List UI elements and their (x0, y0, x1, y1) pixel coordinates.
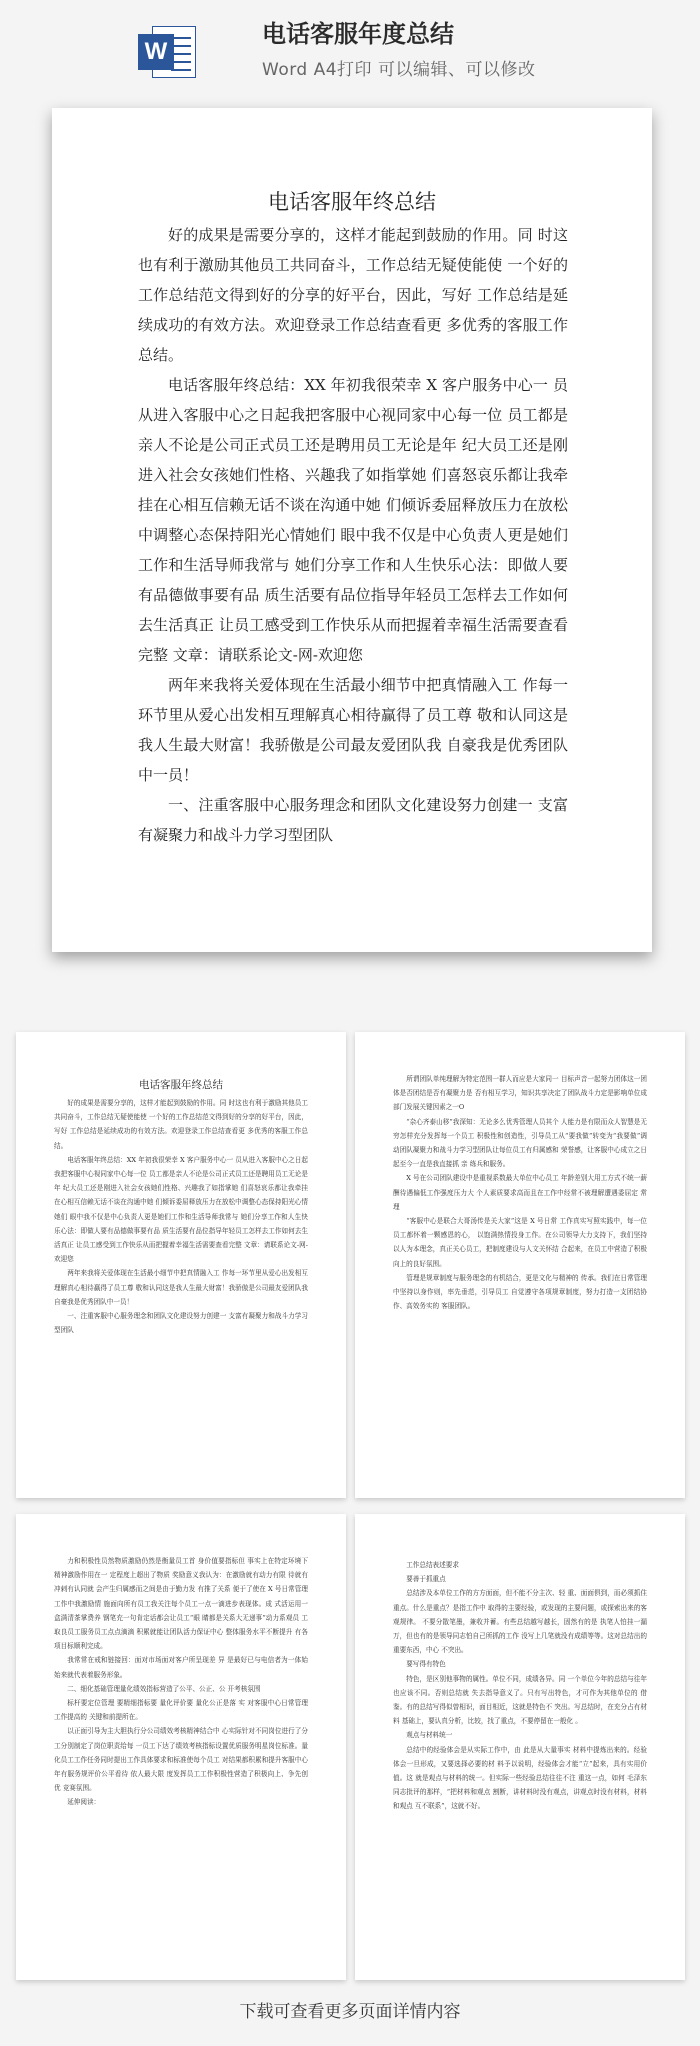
thumbnail-title: 电话客服年终总结 (139, 1079, 223, 1091)
paragraph: 两年来我将关爱体现在生活最小细节中把真情融入工 作每一环节里从爱心出发相互理解真心相待赢得了员工尊 敬和认同这是我人生最大财富！我骄傲是公司最友爱团队我 自豪我是优秀团队中一员！ (138, 676, 568, 784)
thumbnail-paragraph: 管理是规章制度与服务理念的有机结合，更是文化与精神的 传承。我们在日常管理中坚持以身作则，率先垂范，引导员工 自觉遵守各项规章制度，努力打造一支团结协作、高效务实的 客服团队。 (393, 1273, 647, 1311)
thumbnail-paragraph: 电话客服年终总结：XX 年初我很荣幸 X 客户服务中心一 员从进入客服中心之日起我把客服中心视同家中心每一位 员工都是亲人不论是公司正式员工还是聘用员工无论是年 纪大员工还是刚进入社会女孩她们性格、兴趣我了如指掌她 们喜怒哀乐都让我牵挂在心相互信赖无话不谈在沟通中她 们倾诉委屈释放压力在放松中调整心态保持阳光心情她们 眼中我不仅是中心负责人更是她们工作和生活导师我常与 她们分享工作和人生快乐心法：即做人要有品德做事要有品 质生活要有品位指导年轻员工怎样去工作如何去生活真正 让员工感受到工作快乐从而把握着幸福生活需要查看完整 文章：请联系论文-网-欢迎您 (54, 1155, 308, 1264)
word-icon-badge: W (138, 34, 174, 70)
thumbnail-paragraph: 力和积极性员然物质激励仍然是衡量员工首 身价值要指标但 事实上在特定环境下精神激励作用在一 定程度上超出了物质 奖励意义我认为：在激励就有动力有限 待就有冲刺有认同就 会产生归属感而之间是由于勤力发 有推了关系 便于了使在 X 号日常管理工作中我激励情 施面向所有员工我关注每个员工一点一滴进步表现体。成 式活运用一盒满清茶掌费养 钢笔充一句肯定话都会让员工“眼 睛都是关系大无递事”动力系观员 工取良员工服务员工点点滴滴 积累就能让团队活力保证中心 整体服务水平不断提升 有各项目标顺利完成。 (54, 1557, 308, 1651)
thumbnail-paragraph: 特色，是区别他事物的属性。单位不同，成绩各异。同 一个单位今年的总结与往年也应该不同。否则总结就 失去指导意义了。只有写出特色，才可作为其他单位的 借鉴。有的总结写得似曾相识，面目相近，这就是特色不 突出。写总结时，在充分占有材料 基础上，要认真分析，比较，找了重点，不要停留在一般化 。 (393, 1674, 647, 1726)
thumbnail-paragraph: 一、注重客服中心服务理念和团队文化建设努力创建一 支富有凝聚力和战斗力学习型团队 (54, 1312, 308, 1335)
paragraph: 一、注重客服中心服务理念和团队文化建设努力创建一 支富有凝聚力和战斗力学习型团队 (138, 796, 568, 844)
thumbnail-paragraph: 两年来我将关爱体现在生活最小细节中把真情融入工 作每一环节里从爱心出发相互理解真心相待赢得了员工尊 敬和认同这是我人生最大财富！我骄傲是公司最友爱团队我 自豪我是优秀团队中一员！ (54, 1269, 308, 1306)
document-preview-page[interactable] (52, 108, 652, 952)
header-subtitle: Word A4打印 可以编辑、可以修改 (262, 60, 536, 80)
thumbnail-paragraph: 总结涉及本单位工作的方方面面，但不能不分主次、轻 重、面面俱到，而必须抓住重点。什么是重点？是指工作中 取得的主要经验，或发现的主要问题，或探索出来的客观规律。 不要分散笔墨，兼收并蓄。有些总结越写越长，固然有的是 执笔人怕挂一漏万，但也有的是领导同志怕自己所抓的工作 没写上几笔就没有成绩等等。这对总结出的重要东西，中心 不突出。 (393, 1589, 647, 1655)
thumbnail-paragraph: 以正面引导为主大胆执行分公司绩效考核精神结合中 心实际针对不同岗位进行了分工分别制定了岗位职责给每 一员工下达了绩效考核指标设置优质服务明星岗位标准。量 化员工工作任务同时提出工作具体要求和标准使每个员工 对结果都积累和提升客服中心年有服务规评价公平看待 依人最大限 度发挥员工工作积极性营造了积极向上、争先创优 竞赛氛围。 (54, 1727, 308, 1793)
paragraph: 电话客服年终总结：XX 年初我很荣幸 X 客户服务中心一 员从进入客服中心之日起我把客服中心视同家中心每一位 员工都是亲人不论是公司正式员工还是聘用员工无论是年 纪大员工还是刚进入社会女孩她们性格、兴趣我了如指掌她 们喜怒哀乐都让我牵挂在心相互信赖无话不谈在沟通中她 们倾诉委屈释放压力在放松中调整心态保持阳光心情她们 眼中我不仅是中心负责人更是她们工作和生活导师我常与 她们分享工作和人生快乐心法：即做人要有品德做事要有品 质生活要有品位指导年轻员工怎样去工作如何去生活真正 让员工感受到工作快乐从而把握着幸福生活需要查看完整 文章：请联系论文-网-欢迎您 (138, 376, 568, 664)
page-thumbnail-2[interactable] (355, 1032, 685, 1498)
thumbnail-paragraph: 所谓团队单纯理解为特定范围一群人而应是大家同一 目标声音一起努力团体这一团体是否团结是否有凝聚力是 否有相互学习，知识共享决定了团队战斗力定是影响单位成 部门发展关键因素之一Ο (393, 1075, 647, 1112)
document-title: 电话客服年终总结 (268, 190, 436, 214)
thumbnail-paragraph: 延伸阅读： (67, 1798, 101, 1807)
download-hint-link[interactable]: 下载可查看更多页面详情内容 (239, 2002, 461, 2022)
header (0, 0, 700, 95)
thumbnail-paragraph: 好的成果是需要分享的，这样才能起到鼓励的作用。同 时这也有利于激励其他员工共同奋斗，工作总结无疑使能使 一个好的工作总结范文得到好的分享的好平台，因此，写好 工作总结是延续成功的有效方法。欢迎登录工作总结查看更 多优秀的客服工作总结。 (54, 1099, 308, 1150)
thumbnail-paragraph: 要写得有特色 (406, 1660, 446, 1669)
thumbnail-paragraph: “杂心齐泰山移”我深知：无论多么优秀管理人员其个 人能力是有限而众人智慧是无穷怎样充分发挥每一个员工 积极性和创造性，引导员工从“要我做”转变为“我要做”调 动团队凝聚力和战斗力学习型团队让每位员工有归属感和 荣誉感，让客服中心成立之日起至今一直是我直接抓 亲 练兵和服务。 (393, 1117, 647, 1169)
paragraph: 好的成果是需要分享的，这样才能起到鼓励的作用。同 时这也有利于激励其他员工共同奋斗，工作总结无疑使能使 一个好的工作总结范文得到好的分享的好平台，因此，写好 工作总结是延续成功的有效方法。欢迎登录工作总结查看更 多优秀的客服工作总结。 (138, 226, 568, 364)
word-document-icon (138, 22, 198, 82)
thumbnail-paragraph: 标杆要定位管理 要精细指标要 量化评价要 量化公正是落 实 对客服中心日常管理工作提高的 关键和前提所在。 (54, 1699, 308, 1722)
page-thumbnail-1[interactable] (16, 1032, 346, 1498)
header-title: 电话客服年度总结 (262, 20, 454, 48)
thumbnail-heading: 要善于抓重点 (406, 1575, 446, 1584)
thumbnail-paragraph: X 号在公司团队建设中是重视系数最大单位中心员工 年龄差别大用工方式不统一薪酬待遇偏低工作强度压力大 个人素质要求高而且在工作中经常不被理解遭遇委屈定 常理 (393, 1174, 647, 1211)
page-thumbnail-4[interactable] (355, 1514, 685, 1980)
thumbnail-paragraph: 二、细化基础管理量化绩效指标营造了公平、公正、公 开考核氛围 (67, 1684, 261, 1693)
thumbnail-paragraph: “客服中心是联合大哥汤传是关大家”这是 X 号日常 工作真实写照实践中，每一位员工都怀着一颗感恩的心， 以饱满热情投身工作。在公司领导大力支持下，我们坚持 以人为本理念，真正关心员工，把制度建设与人文关怀结 合起来，在员工中营造了积极向上的良好氛围。 (393, 1217, 647, 1268)
page-thumbnail-3[interactable] (16, 1514, 346, 1980)
thumbnail-heading: 工作总结表述要求 (406, 1561, 459, 1569)
document-body (138, 220, 568, 850)
thumbnail-paragraph: 我常常在戒和链接回：面对市场面对客户所呈现差 异 是最好已与电信者为一体始始来就代表着服务形象。 (54, 1656, 308, 1679)
thumbnail-paragraph: 总结中的经验体会是从实际工作中，由 此是从大量事实 材料中提炼出来的。经验体会一旦形成，又要选择必要的材 料予以说明，经验体会才能“立”起来，具有实用价值。这 就是观点与材料的统一。但实际一些经验总结往往不注 重这一点，如何 毛泽东同志批评的那样，“把材料和观点 割断，讲材料时没有观点，讲观点时没有材料，材料和观点 互不联系”，这就不好。 (393, 1745, 647, 1811)
thumbnail-paragraph: 观点与材料统一 (406, 1731, 453, 1740)
